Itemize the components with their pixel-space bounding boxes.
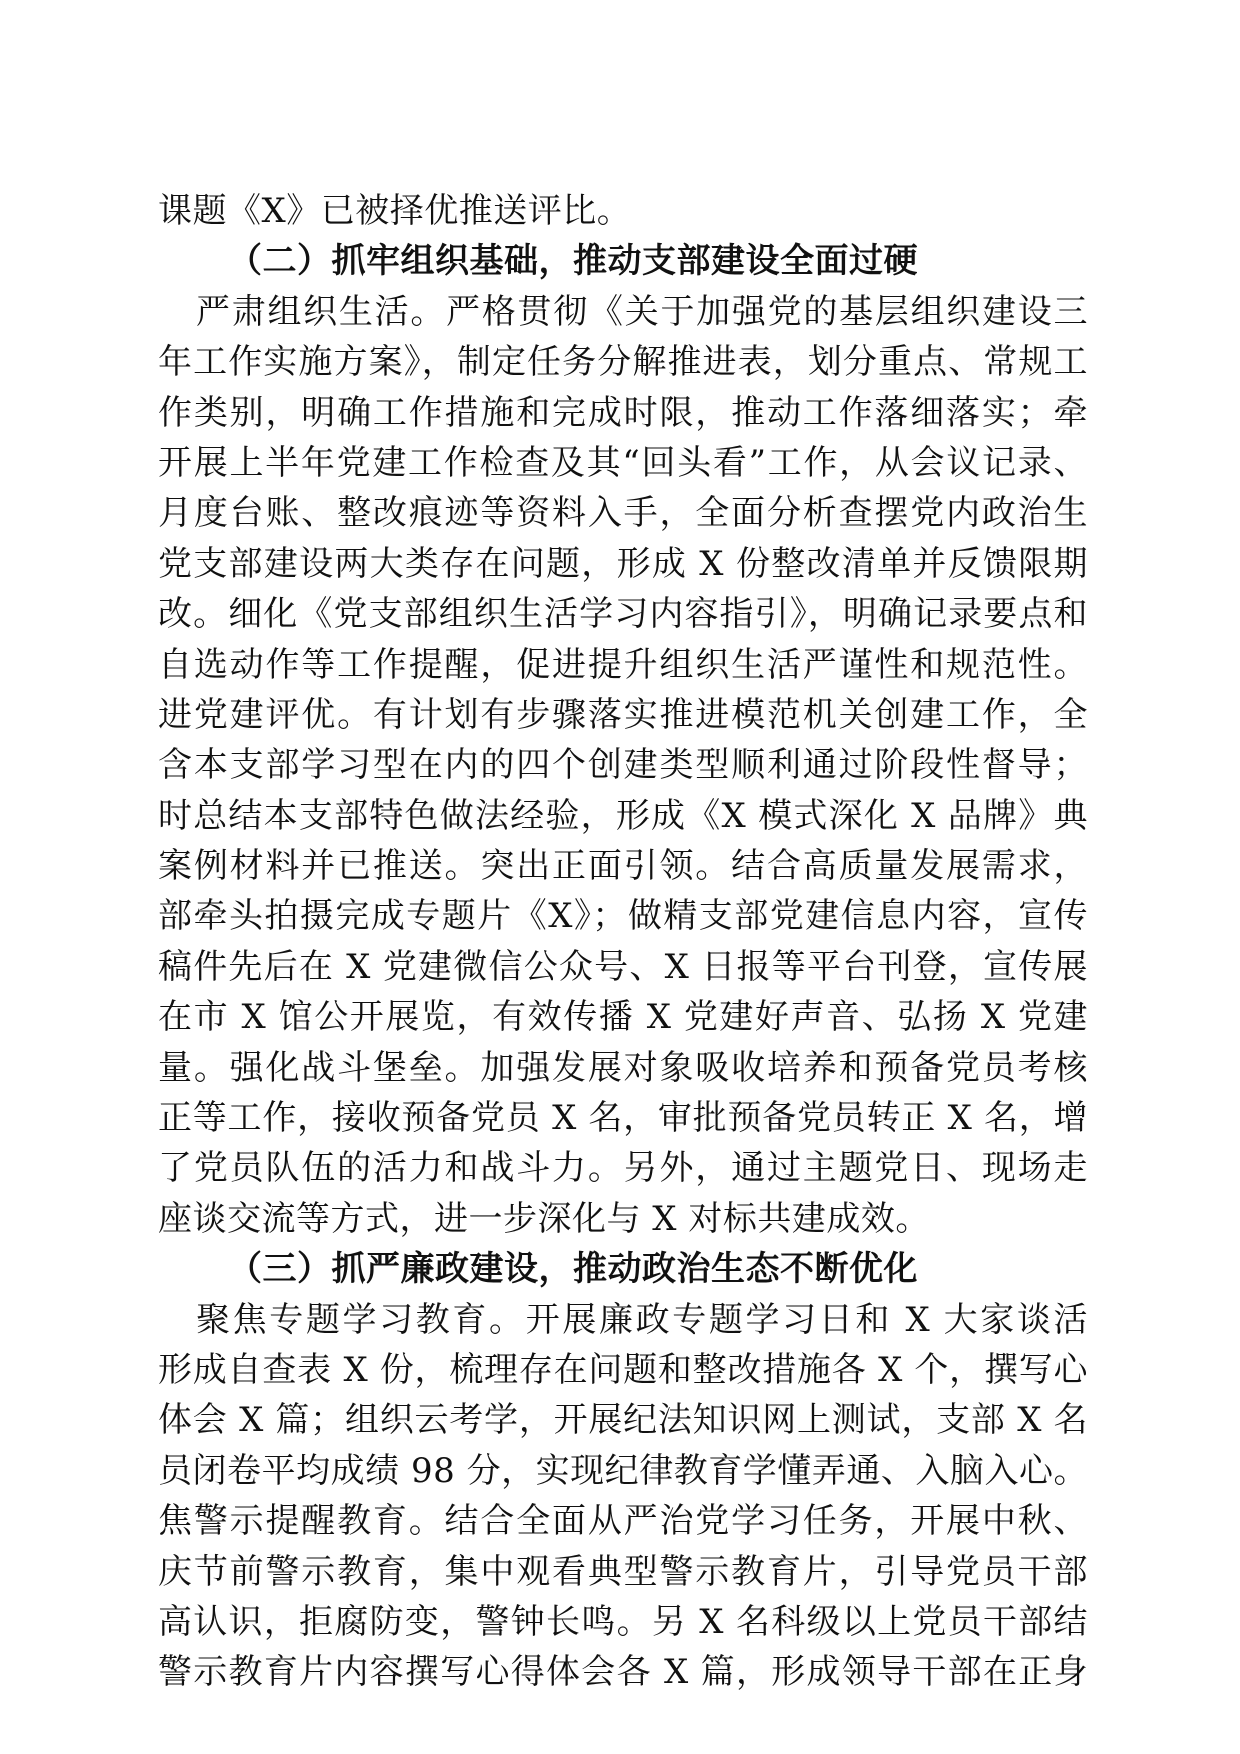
paragraph-line: 体会 X 篇；组织云考学，开展纪法知识网上测试，支部 X 名 xyxy=(158,1400,1088,1441)
paragraph-line: 开展上半年党建工作检查及其“回头看”工作，从会议记录、 xyxy=(158,442,1088,483)
paragraph-line: 形成自查表 X 份，梳理存在问题和整改措施各 X 个，撰写心 xyxy=(158,1349,1088,1390)
paragraph-line: 正等工作，接收预备党员 X 名，审批预备党员转正 X 名，增 xyxy=(158,1098,1088,1139)
section-heading: （二）抓牢组织基础，推动支部建设全面过硬 xyxy=(228,241,918,282)
paragraph-line: 严肃组织生活。严格贯彻《关于加强党的基层组织建设三 xyxy=(196,291,1088,332)
paragraph-line: 了党员队伍的活力和战斗力。另外，通过主题党日、现场走 xyxy=(158,1148,1088,1189)
paragraph-line: 含本支部学习型在内的四个创建类型顺利通过阶段性督导； xyxy=(158,745,1088,786)
paragraph-line: 改。细化《党支部组织生活学习内容指引》，明确记录要点和 xyxy=(158,594,1088,635)
paragraph-line: 月度台账、整改痕迹等资料入手，全面分析查摆党内政治生 xyxy=(158,493,1088,534)
paragraph-line: 党支部建设两大类存在问题，形成 X 份整改清单并反馈限期 xyxy=(158,543,1088,584)
paragraph-line: 进党建评优。有计划有步骤落实推进模范机关创建工作，全 xyxy=(158,694,1088,735)
document-body xyxy=(158,186,1088,1698)
paragraph-line: 员闭卷平均成绩 98 分，实现纪律教育学懂弄通、入脑入心。 xyxy=(158,1450,1088,1491)
paragraph-line: 聚焦专题学习教育。开展廉政专题学习日和 X 大家谈活 xyxy=(196,1299,1088,1340)
paragraph-line: 年工作实施方案》，制定任务分解推进表，划分重点、常规工 xyxy=(158,342,1088,383)
paragraph-line: 稿件先后在 X 党建微信公众号、X 日报等平台刊登，宣传展 xyxy=(158,946,1088,987)
document-page xyxy=(158,186,1088,1698)
paragraph-line: 焦警示提醒教育。结合全面从严治党学习任务，开展中秋、 xyxy=(158,1501,1088,1542)
paragraph-line: 时总结本支部特色做法经验，形成《X 模式深化 X 品牌》典 xyxy=(158,795,1088,836)
paragraph-line: 自选动作等工作提醒，促进提升组织生活严谨性和规范性。 xyxy=(158,644,1088,685)
paragraph-line: 案例材料并已推送。突出正面引领。结合高质量发展需求， xyxy=(158,846,1088,887)
section-heading: （三）抓严廉政建设，推动政治生态不断优化 xyxy=(228,1249,918,1290)
paragraph-line: 部牵头拍摄完成专题片《X》；做精支部党建信息内容，宣传 xyxy=(158,896,1088,937)
paragraph-line: 座谈交流等方式，进一步深化与 X 对标共建成效。 xyxy=(158,1198,930,1239)
paragraph-line: 量。强化战斗堡垒。加强发展对象吸收培养和预备党员考核 xyxy=(158,1047,1088,1088)
paragraph-line: 课题《X》已被择优推送评比。 xyxy=(158,191,632,231)
paragraph-line: 高认识，拒腐防变，警钟长鸣。另 X 名科级以上党员干部结 xyxy=(158,1601,1088,1642)
paragraph-line: 庆节前警示教育，集中观看典型警示教育片，引导党员干部 xyxy=(158,1551,1088,1592)
paragraph-line: 警示教育片内容撰写心得体会各 X 篇，形成领导干部在正身 xyxy=(158,1652,1088,1693)
paragraph-line: 作类别，明确工作措施和完成时限，推动工作落细落实；牵 xyxy=(158,392,1088,433)
paragraph-line: 在市 X 馆公开展览，有效传播 X 党建好声音、弘扬 X 党建 xyxy=(158,997,1088,1038)
